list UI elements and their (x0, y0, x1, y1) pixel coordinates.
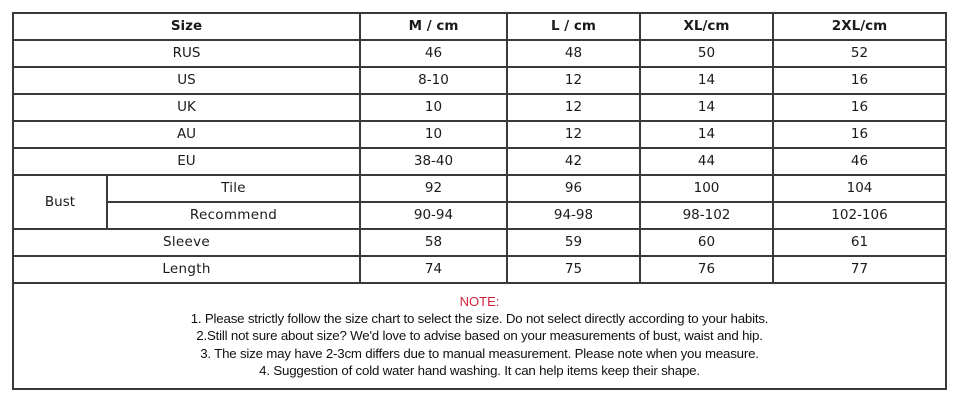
cell-l: 12 (507, 94, 640, 121)
row-label: AU (13, 121, 360, 148)
cell-m: 74 (360, 256, 507, 283)
cell-xl: 14 (640, 121, 773, 148)
header-l: L / cm (507, 13, 640, 40)
cell-m: 90-94 (360, 202, 507, 229)
cell-l: 59 (507, 229, 640, 256)
cell-xl: 50 (640, 40, 773, 67)
note-line-3: 3. The size may have 2-3cm differs due to manual measurement. Please note when you measure. (200, 345, 759, 361)
cell-m: 10 (360, 94, 507, 121)
table-row-eu (13, 148, 946, 175)
cell-xl: 98-102 (640, 202, 773, 229)
row-label: EU (13, 148, 360, 175)
table-row-bust-tile (13, 175, 946, 202)
table-row-bust-recommend (13, 202, 946, 229)
cell-xl: 14 (640, 94, 773, 121)
cell-m: 10 (360, 121, 507, 148)
cell-xl: 100 (640, 175, 773, 202)
cell-l: 48 (507, 40, 640, 67)
cell-m: 92 (360, 175, 507, 202)
header-size: Size (13, 13, 360, 40)
cell-2xl: 104 (773, 175, 946, 202)
row-sublabel: Tile (107, 175, 360, 202)
cell-l: 75 (507, 256, 640, 283)
cell-xl: 14 (640, 67, 773, 94)
table-row-sleeve (13, 229, 946, 256)
header-xl: XL/cm (640, 13, 773, 40)
row-label: UK (13, 94, 360, 121)
cell-l: 96 (507, 175, 640, 202)
cell-2xl: 16 (773, 121, 946, 148)
table-row-us (13, 67, 946, 94)
table-row-length (13, 256, 946, 283)
cell-m: 46 (360, 40, 507, 67)
note-line-1: 1. Please strictly follow the size chart to select the size. Do not select directly according to your habits. (190, 310, 769, 326)
cell-2xl: 61 (773, 229, 946, 256)
cell-2xl: 102-106 (773, 202, 946, 229)
header-2xl: 2XL/cm (773, 13, 946, 40)
note-line-4: 4. Suggestion of cold water hand washing. It can help items keep their shape. (259, 363, 700, 378)
row-sublabel: Recommend (107, 202, 360, 229)
header-m: M / cm (360, 13, 507, 40)
cell-2xl: 46 (773, 148, 946, 175)
row-label: US (13, 67, 360, 94)
cell-l: 94-98 (507, 202, 640, 229)
cell-2xl: 16 (773, 67, 946, 94)
cell-l: 12 (507, 67, 640, 94)
cell-l: 12 (507, 121, 640, 148)
cell-xl: 60 (640, 229, 773, 256)
cell-m: 58 (360, 229, 507, 256)
header-row (13, 13, 946, 40)
table-row-rus (13, 40, 946, 67)
cell-xl: 44 (640, 148, 773, 175)
note-title: NOTE: (459, 293, 500, 309)
note-section (13, 283, 946, 389)
cell-xl: 76 (640, 256, 773, 283)
row-label: Sleeve (13, 229, 360, 256)
bust-label: Bust (13, 175, 107, 229)
cell-2xl: 52 (773, 40, 946, 67)
note-row (13, 283, 946, 389)
cell-2xl: 16 (773, 94, 946, 121)
table-row-uk (13, 94, 946, 121)
row-label: Length (13, 256, 360, 283)
cell-m: 38-40 (360, 148, 507, 175)
cell-m: 8-10 (360, 67, 507, 94)
cell-l: 42 (507, 148, 640, 175)
note-line-2: 2.Still not sure about size? We'd love to advise based on your measurements of bust, waist and hip. (196, 328, 763, 343)
cell-2xl: 77 (773, 256, 946, 283)
row-label: RUS (13, 40, 360, 67)
size-chart-table (12, 12, 947, 390)
table-row-au (13, 121, 946, 148)
